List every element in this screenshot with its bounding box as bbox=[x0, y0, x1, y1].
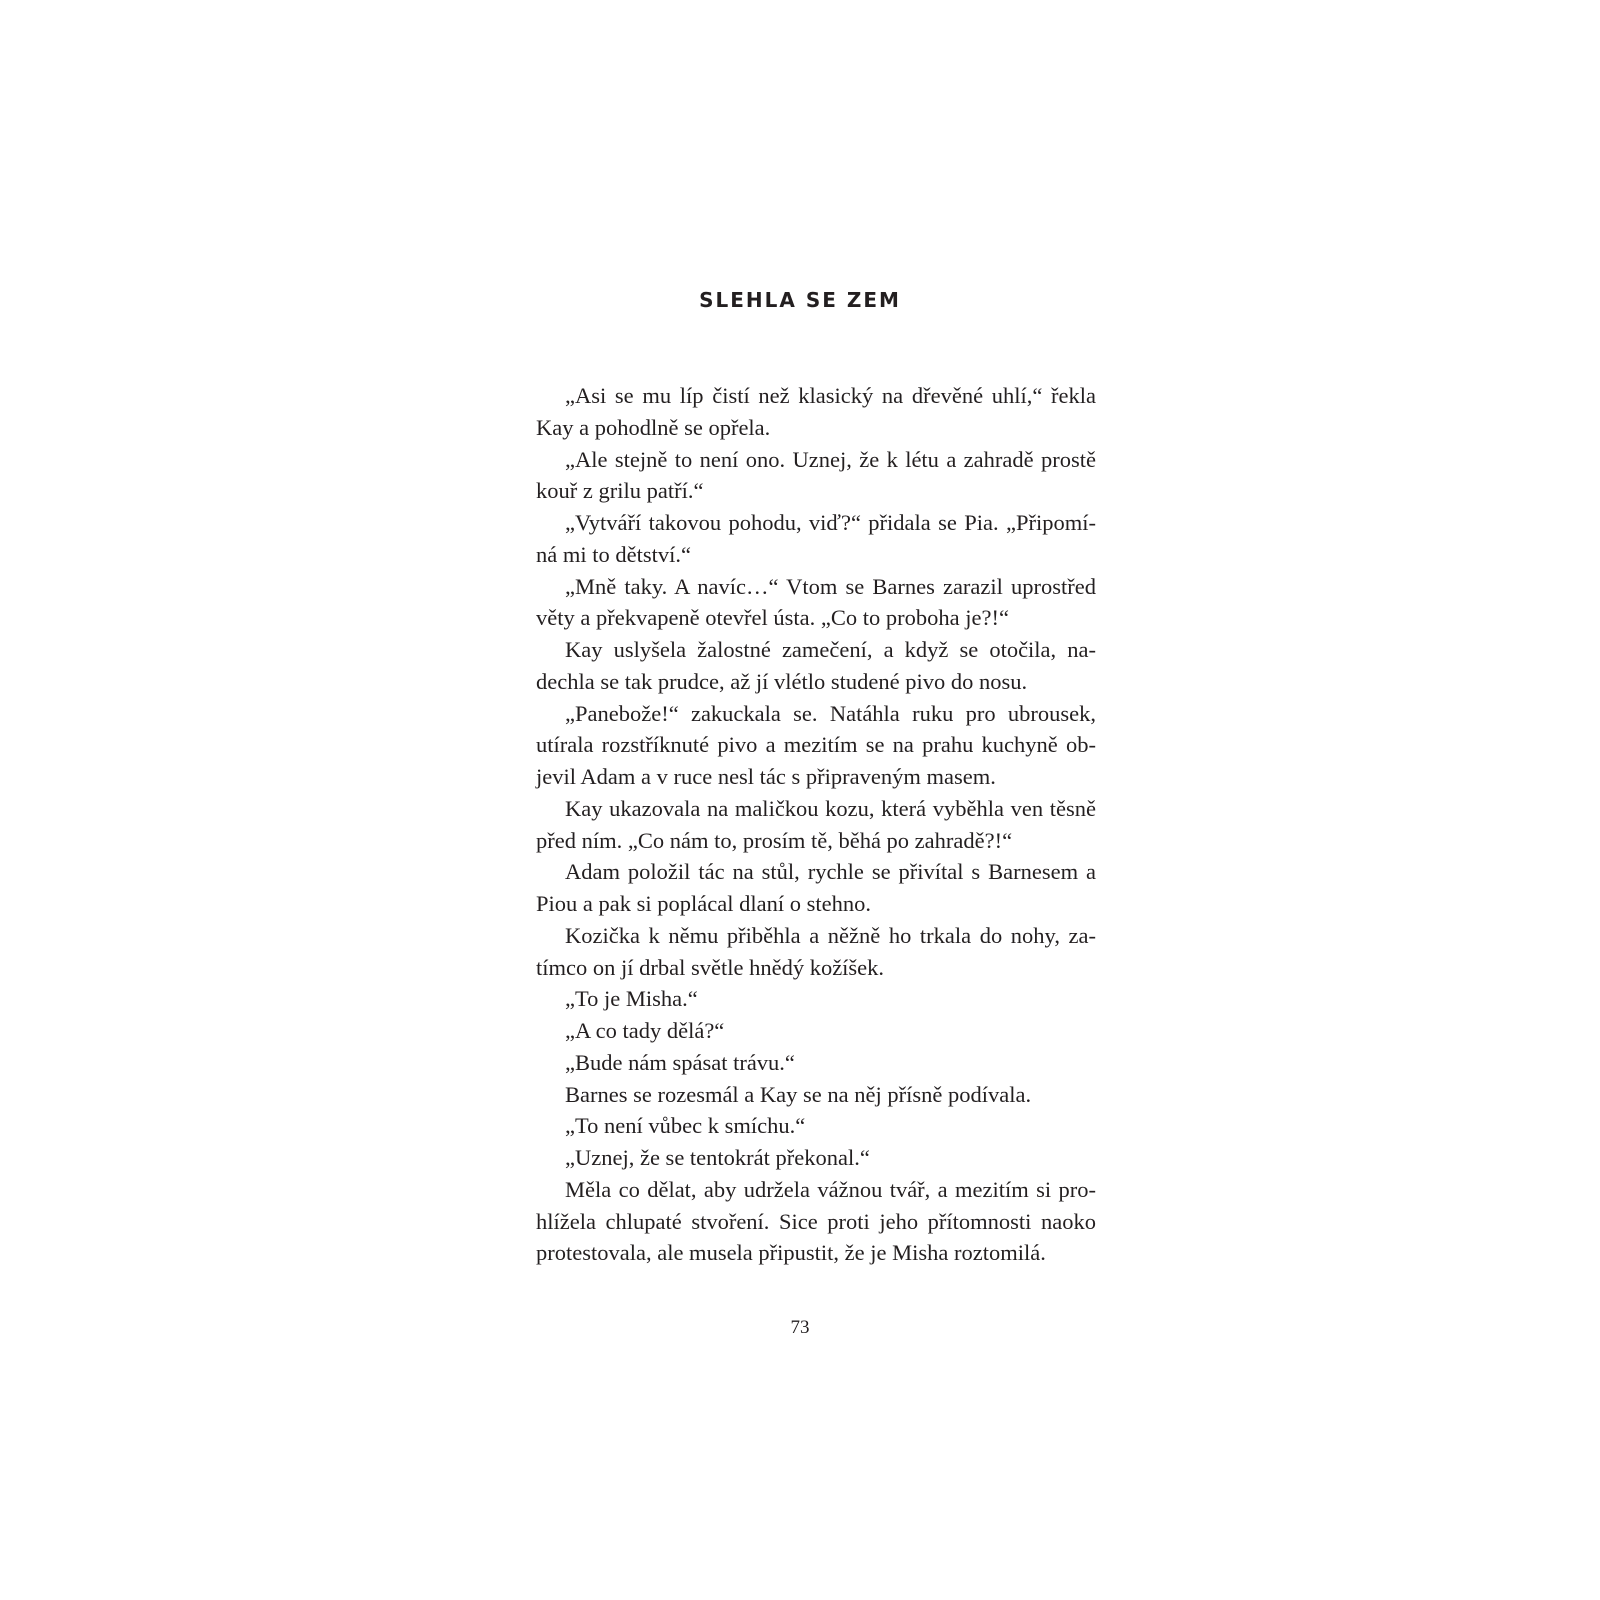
paragraph: Barnes se rozesmál a Kay se na něj přísně podívala. bbox=[565, 1081, 1032, 1107]
paragraph: „Uznej, že se tentokrát překonal.“ bbox=[565, 1145, 870, 1170]
paragraph: Adam položil tác na stůl, rychle se přivítal s Barnesem a Piou a pak si poplácal dlaní o stehno. bbox=[536, 859, 1096, 916]
running-head: SLEHLA SE ZEM bbox=[699, 288, 901, 312]
paragraph: „Asi se mu líp čistí než klasický na dřevěné uhlí,“ řekla Kay a pohodlně se opřela. bbox=[536, 383, 1096, 440]
paragraph: „Bude nám spásat trávu.“ bbox=[565, 1049, 795, 1075]
paragraph: Kozička k němu přiběhla a něžně ho trkala do nohy, zatímco on jí drbal světle hnědý kožíšek. bbox=[536, 922, 1096, 980]
paragraph: „To není vůbec k smíchu.“ bbox=[565, 1113, 806, 1139]
page-number: 73 bbox=[790, 1317, 810, 1338]
paragraph: „A co tady dělá?“ bbox=[565, 1018, 725, 1043]
paragraph: Měla co dělat, aby udržela vážnou tvář, a mezitím si prohlížela chlupaté stvoření. Sice proti jeho přítomnosti naoko protestovala, ale musela připustit, že je Misha roztomilá. bbox=[536, 1176, 1096, 1266]
paragraph: Kay uslyšela žalostné zamečení, a když se otočila, nadechla se tak prudce, až jí vlétlo studené pivo do nosu. bbox=[536, 637, 1096, 694]
paragraph: „Panebože!“ zakuckala se. Natáhla ruku pro ubrousek, utírala rozstříknuté pivo a mezitím se na prahu kuchyně objevil Adam a v ruce nesl tác s připraveným masem. bbox=[536, 700, 1096, 789]
paragraph: „Vytváří takovou pohodu, viď?“ přidala se Pia. „Připomíná mi to dětství.“ bbox=[536, 510, 1096, 567]
paragraph: Kay ukazovala na maličkou kozu, která vyběhla ven těsně před ním. „Co nám to, prosím tě, běhá po zahradě?!“ bbox=[536, 795, 1096, 853]
paragraph: „Mně taky. A navíc…“ Vtom se Barnes zarazil uprostřed věty a překvapeně otevřel ústa. „Co to proboha je?!“ bbox=[536, 573, 1096, 631]
body-text bbox=[536, 380, 1096, 1269]
paragraph: „To je Misha.“ bbox=[565, 986, 698, 1012]
paragraph: „Ale stejně to není ono. Uznej, že k létu a zahradě prostě kouř z grilu patří.“ bbox=[536, 446, 1096, 504]
